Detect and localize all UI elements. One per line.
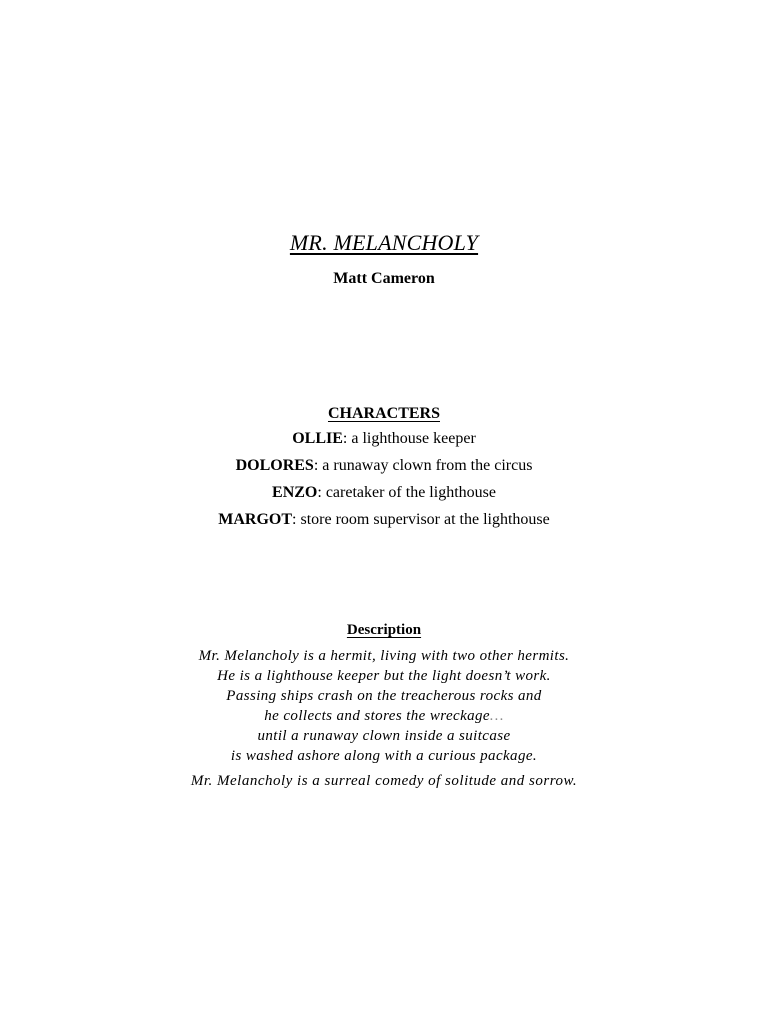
character-name: ENZO (272, 484, 318, 501)
character-row (0, 479, 768, 506)
description-section (0, 620, 768, 791)
description-heading: Description (346, 622, 422, 638)
character-name: DOLORES (235, 457, 314, 474)
play-title: MR. MELANCHOLY (289, 230, 479, 255)
character-name: MARGOT (218, 511, 293, 528)
description-line: is washed ashore along with a curious package. (230, 748, 538, 764)
author-name: Matt Cameron (333, 270, 435, 287)
description-line: Passing ships crash on the treacherous rocks and (226, 688, 542, 704)
character-row (0, 425, 768, 452)
description-line-text: he collects and stores the wreckage (264, 708, 490, 724)
description-line: He is a lighthouse keeper but the light doesn’t work. (217, 668, 551, 684)
description-line: until a runaway clown inside a suitcase (257, 728, 511, 744)
character-description: : store room supervisor at the lighthouse (292, 511, 550, 528)
character-row (0, 452, 768, 479)
character-description: : a lighthouse keeper (342, 430, 476, 447)
character-name: OLLIE (292, 430, 343, 447)
description-line (0, 706, 768, 726)
ellipsis: … (490, 708, 504, 724)
description-line: Mr. Melancholy is a hermit, living with two other hermits. (198, 648, 570, 664)
description-closing: Mr. Melancholy is a surreal comedy of solitude and sorrow. (190, 773, 578, 789)
character-row (0, 506, 768, 533)
characters-heading: CHARACTERS (327, 405, 440, 422)
character-description: : a runaway clown from the circus (313, 457, 533, 474)
character-description: : caretaker of the lighthouse (317, 484, 496, 501)
characters-section (0, 403, 768, 533)
